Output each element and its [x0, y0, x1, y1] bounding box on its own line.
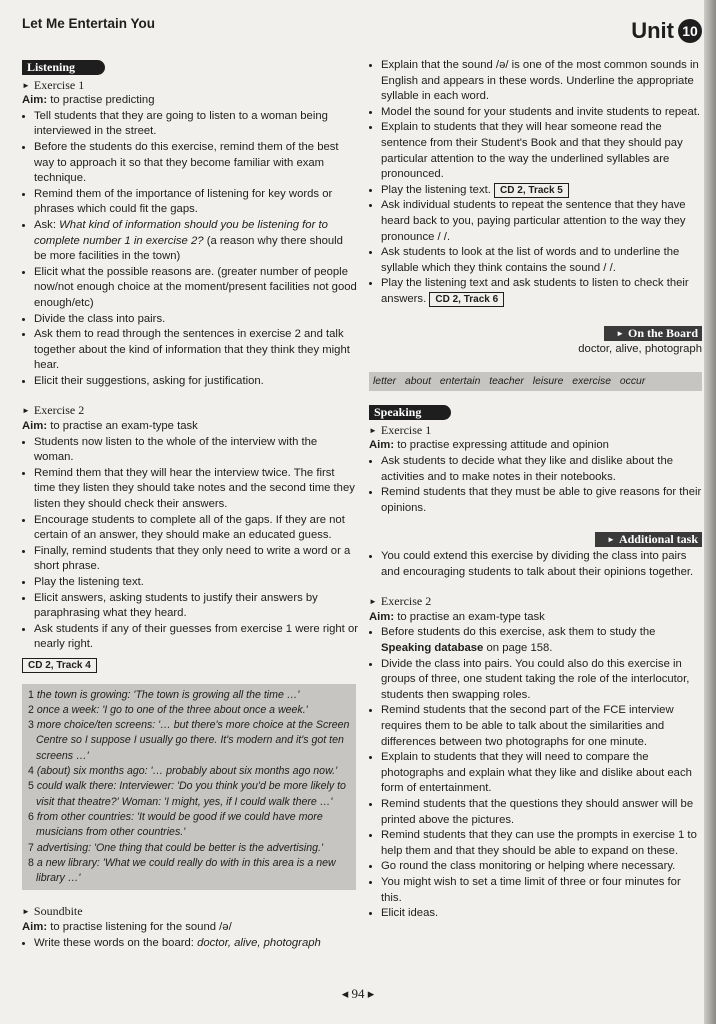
page-edge-shadow [704, 0, 716, 1024]
list-item: • Finally, remind students that they only need to write a word or a short phrase. [34, 544, 358, 575]
speaking-ex2-title [369, 594, 702, 610]
line-number: 1 [28, 688, 34, 701]
list-item: • Explain that the sound /ə/ is one of the most common sounds in English and appears in these words. Underline the appropriate syllable in each word. [381, 58, 702, 105]
line-number: 2 [28, 703, 34, 716]
list-item-ask [34, 218, 358, 265]
bullet-text: Play the listening text. [381, 183, 491, 196]
cd-track-label: CD 2, Track 6 [429, 292, 504, 307]
tab-label: On the Board [627, 325, 698, 340]
unit-marker [631, 18, 702, 44]
listening-ex1-title [22, 78, 358, 94]
aim-label: Aim: [369, 439, 395, 452]
list-item: • Go round the class monitoring or helping where necessary. [381, 859, 702, 875]
aim-text: to practise an exam-type task [50, 420, 198, 433]
ex-title-text: Exercise 1 [33, 77, 85, 92]
list-item: • Model the sound for your students and invite students to repeat. [381, 105, 702, 121]
listening-heading: Listening [22, 60, 105, 75]
list-item: • Elicit their suggestions, asking for justification. [34, 374, 358, 390]
line-number: 8 [28, 856, 34, 869]
listening-ex1-list [22, 109, 358, 390]
list-item: • Tell students that they are going to listen to a woman being interviewed in the street. [34, 109, 358, 140]
line-text: advertising: 'One thing that could be better is the advertising.' [36, 841, 323, 854]
list-item [34, 936, 358, 952]
speaking-database-ref: Speaking database [381, 642, 484, 654]
triangle-icon: ► [616, 328, 624, 338]
strip-word: leisure [532, 375, 564, 387]
strip-word: teacher [489, 375, 524, 387]
triangle-icon: ► [22, 80, 30, 90]
triangle-icon: ► [369, 597, 377, 607]
aim-label: Aim: [22, 420, 48, 433]
line-text: from other countries: 'It would be good if we could have more musicians from other countries.' [36, 810, 323, 839]
list-item: • Remind students that they can use the prompts in exercise 1 to help them and that they should be able to expand on these. [381, 828, 702, 859]
aim-text: to practise expressing attitude and opinion [397, 439, 609, 452]
line-text: more choice/ten screens: '… but there's more choice at the Screen Centre so I suppose I usually go there. It's modern and it's got ten screens …' [36, 719, 350, 762]
right-column [369, 58, 702, 922]
ex-title-text: Exercise 2 [33, 403, 85, 418]
triangle-icon: ► [607, 535, 615, 545]
list-item: • Ask individual students to repeat the sentence that they have heard back to you, paying particular attention to the way they pronounce / /. [381, 198, 702, 245]
speaking-heading: Speaking [369, 405, 451, 420]
aim-text: to practise an exam-type task [397, 610, 545, 623]
bullet-text: on page 158. [486, 642, 553, 654]
line-text: a new library: 'What we could really do with in this area is a new library …' [36, 856, 336, 885]
cd-track-label: CD 2, Track 5 [494, 183, 569, 198]
line-number: 3 [28, 719, 34, 732]
list-item: • Explain to students that they will hear someone read the sentence from their Student's Book and that they should pay particular attention to the way the underlined syllables are pronounced. [381, 120, 702, 182]
list-item: • Ask students to decide what they like and dislike about the activities and to make notes in their notebooks. [381, 454, 702, 485]
line-text: could walk there: Interviewer: 'Do you think you'd be more likely to visit that theatre?' Woman: 'I might, yes, if I could walk there …' [36, 780, 346, 808]
list-item: • Divide the class into pairs. [34, 312, 358, 328]
ask-answer: (a reason why there should be more facilities in the town) [34, 234, 343, 263]
soundbite-list [22, 936, 358, 952]
speaking-ex2-aim [369, 610, 702, 626]
line-number: 7 [28, 841, 34, 854]
tapescript-line [28, 856, 350, 887]
on-the-board-tab [604, 326, 702, 341]
tapescript-line [28, 703, 350, 718]
list-item: • Divide the class into pairs. You could also do this exercise in groups of three, one student taking the role of the interlocutor, students then swapping roles. [381, 657, 702, 704]
unit-label: Unit [631, 18, 674, 43]
list-item: • You might wish to set a time limit of three or four minutes for this. [381, 875, 702, 906]
aim-label: Aim: [22, 921, 48, 934]
ask-label: Ask: [34, 218, 56, 231]
soundbite-title [22, 904, 358, 920]
ex-title-text: Exercise 1 [380, 422, 432, 437]
list-item: • Before the students do this exercise, remind them of the best way to approach it so that they become familiar with exam technique. [34, 140, 358, 187]
line-number: 5 [28, 780, 34, 793]
tapescript-line [28, 718, 350, 764]
list-item: • Ask students if any of their guesses from exercise 1 were right or nearly right. [34, 622, 358, 653]
tapescript-line [28, 764, 350, 779]
left-column [22, 58, 358, 951]
line-text: (about) six months ago: '… probably about six months ago now.' [36, 765, 338, 778]
list-item: • Elicit ideas. [381, 906, 702, 922]
list-item: • Elicit what the possible reasons are. (greater number of people now/not enough choice at the moment/present facilities not good enough/etc) [34, 265, 358, 312]
speaking-ex1-list [369, 454, 702, 516]
list-item [381, 183, 702, 199]
bullet-text: Before students do this exercise, ask them to study the [381, 626, 656, 639]
ask-question: What kind of information should you be listening for to complete number 1 in exercise 2? [34, 218, 328, 247]
tab-label: Additional task [618, 532, 698, 547]
soundbite-aim [22, 920, 358, 936]
aim-label: Aim: [22, 94, 48, 107]
bullet-text: Write these words on the board: [34, 936, 194, 949]
line-number: 4 [28, 765, 34, 778]
list-item: • Play the listening text. [34, 575, 358, 591]
aim-text: to practise predicting [50, 94, 155, 107]
unit-number-badge: 10 [678, 19, 702, 43]
aim-label: Aim: [369, 610, 395, 623]
triangle-icon: ► [22, 406, 30, 416]
line-text: the town is growing: 'The town is growing all the time …' [36, 688, 300, 701]
list-item: • You could extend this exercise by dividing the class into pairs and encouraging students to talk about their opinions together. [381, 549, 702, 580]
list-item [381, 625, 702, 656]
ex-title-text: Soundbite [33, 904, 83, 919]
strip-word: letter [373, 375, 397, 387]
additional-task-tab [595, 532, 702, 547]
strip-word: occur [619, 375, 646, 387]
page-number [0, 986, 716, 1002]
cd-track-label: CD 2, Track 4 [22, 658, 97, 673]
left-arrow-icon: ◂ [341, 986, 349, 1001]
triangle-icon: ► [369, 425, 377, 435]
aim-text: to practise listening for the sound /ə/ [50, 921, 232, 934]
speaking-ex1-title [369, 423, 702, 439]
triangle-icon: ► [22, 907, 30, 917]
list-item: • Remind students that the questions they should answer will be printed above the pictures. [381, 797, 702, 828]
speaking-ex2-list [369, 625, 702, 921]
tapescript-line [28, 841, 350, 856]
list-item: • Remind them that they will hear the interview twice. The first time they listen they should take notes and the second time they listen they should check their answers. [34, 466, 358, 513]
on-the-board-words: doctor, alive, photograph [578, 343, 702, 356]
listening-ex2-aim [22, 419, 358, 435]
list-item: • Ask students to look at the list of words and to underline the syllable which they think contains the sound / /. [381, 245, 702, 276]
bullet-text: Play the listening text and ask students to listen to check their answers. [381, 277, 689, 305]
listening-ex2-title [22, 403, 358, 419]
list-item: • Remind students that they must be able to give reasons for their opinions. [381, 485, 702, 516]
tapescript-line [28, 810, 350, 841]
additional-task-list [369, 549, 702, 580]
soundbite-cont-list [369, 58, 702, 308]
strip-word: about [405, 375, 432, 387]
chapter-title: Let Me Entertain You [22, 16, 156, 31]
list-item: • Ask them to read through the sentences in exercise 2 and talk together about the kind of information that they think they might hear. [34, 327, 358, 374]
listening-ex2-list [22, 435, 358, 653]
line-text: once a week: 'I go to one of the three about once a week.' [36, 703, 308, 716]
list-item: • Students now listen to the whole of the interview with the woman. [34, 435, 358, 466]
right-arrow-icon: ▸ [367, 986, 375, 1001]
list-item: • Elicit answers, asking students to justify their answers by paraphrasing what they heard. [34, 591, 358, 622]
strip-word: entertain [439, 375, 481, 387]
list-item: • Remind them of the importance of listening for key words or phrases which could fit the gaps. [34, 187, 358, 218]
tapescript-box [22, 684, 356, 891]
line-number: 6 [28, 810, 34, 823]
tapescript-line [28, 688, 350, 703]
list-item [381, 276, 702, 307]
page-number-text: 94 [351, 986, 365, 1001]
board-words: doctor, alive, photograph [197, 936, 321, 949]
words-strip [369, 372, 702, 392]
listening-ex1-aim [22, 93, 358, 109]
ex-title-text: Exercise 2 [380, 594, 432, 609]
list-item: • Remind students that the second part of the FCE interview requires them to be able to talk about the similarities and differences between two photographs for one minute. [381, 703, 702, 750]
tapescript-line [28, 779, 350, 810]
strip-word: exercise [572, 375, 611, 387]
speaking-ex1-aim [369, 438, 702, 454]
list-item: • Encourage students to complete all of the gaps. If they are not certain of an answer, they should make an educated guess. [34, 513, 358, 544]
list-item: • Explain to students that they will need to compare the photographs and explain what they like and dislike about each form of entertainment. [381, 750, 702, 797]
